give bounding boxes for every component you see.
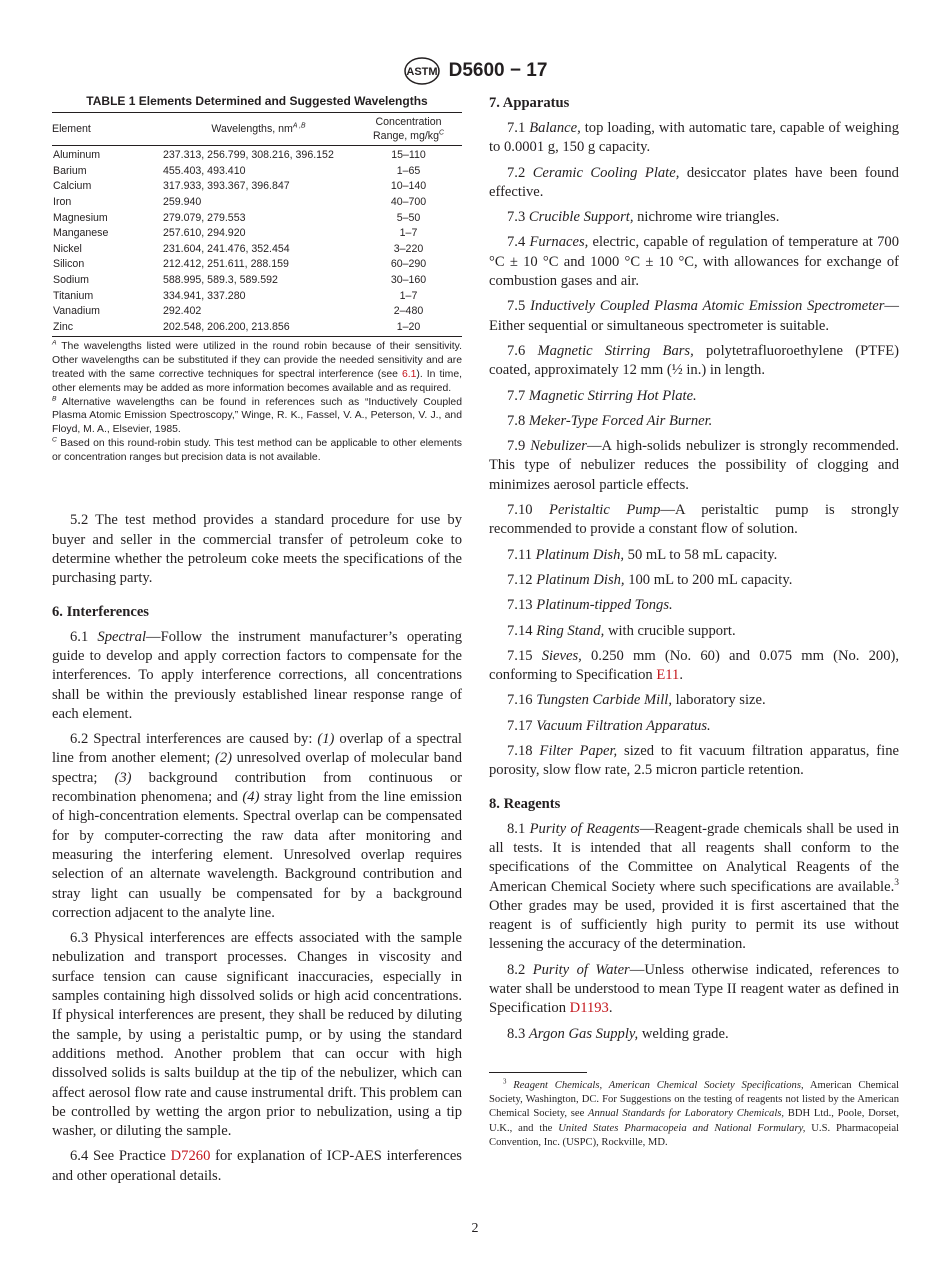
text-run: —Follow the instrument manufacturer’s operating guide to develop and apply correction factors to compensate for the interferences. To apply interference corrections, all concentrations shall be within the previously established linear response range of each element. [52,628,462,722]
text-run: Other grades may be used, provided it is first ascertained that the reagent is of sufficiently high purity to permit its use without lessening the accuracy of the determination. [489,897,899,953]
italic-term: Sieves, [541,647,582,664]
italic-term: Platinum Dish, [535,546,625,563]
numbered-paragraph [489,208,899,227]
text-run: desiccator plates have been found effective. [489,164,899,200]
numbered-paragraph [489,717,899,736]
italic-term: Tungsten Carbide Mill, [536,692,672,709]
section-5-2 [52,511,462,588]
text-run: 7.9 [507,438,531,455]
cell-element: Sodium [53,273,89,286]
table-row [52,211,462,227]
text-run: BDH Ltd., Poole, Dorset, U.K., and the [489,1108,899,1134]
table-row [52,289,462,305]
footnote-ref[interactable]: 3 [894,877,899,888]
header-wavelengths-label: Wavelengths, nm [211,122,293,135]
italic-term: (4) [242,789,260,806]
text-run: 8.2 [507,961,533,978]
table-footnote [52,437,462,465]
cell-element: Manganese [53,227,109,240]
text-run: 0.250 mm (No. 60) and 0.075 mm (No. 200), conforming to Specification [489,647,899,684]
table-footnote [52,396,462,437]
text-run: 7.13 [507,597,537,614]
text-run: laboratory size. [672,692,766,709]
table-row [52,195,462,211]
cell-element: Calcium [53,180,92,193]
footnote-marker: C [52,436,57,444]
numbered-paragraph [489,571,899,590]
cell-wavelengths: 259.940 [163,195,202,208]
text-run: . [679,667,684,684]
text-run: ). In time, other elements may be added as more information becomes available and as required. [52,368,462,394]
text-run: 7.8 [507,412,529,429]
cell-range: 10–140 [390,180,427,193]
svg-text:ASTM: ASTM [406,66,438,78]
text-run: 8.3 [507,1025,529,1042]
section-6-1 [52,628,462,724]
cell-element: Nickel [53,242,82,255]
numbered-paragraph [489,412,899,431]
page-header [0,56,950,86]
italic-term: (3) [114,769,132,786]
text-run: 5.2 The test method provides a standard procedure for use by buyer and seller in the commercial transfer of petroleum coke to determine whether the petroleum coke meets the specifications of the purchasing party. [52,512,462,587]
cell-element: Vanadium [53,305,100,318]
numbered-paragraph [489,596,899,615]
cell-wavelengths: 231.604, 241.476, 352.454 [163,242,290,255]
document-designation: D5600 − 17 [448,60,548,81]
header-wavelengths [162,113,355,146]
numbered-paragraph [489,164,899,203]
text-run: 7.3 [507,209,529,226]
cell-element: Aluminum [53,149,101,162]
numbered-paragraph [489,742,899,781]
text-run: 7.11 [507,546,536,563]
cell-wavelengths: 237.313, 256.799, 308.216, 396.152 [163,149,334,162]
italic-term: Crucible Support, [528,209,634,226]
text-run: 7.6 [507,342,538,359]
numbered-paragraph [489,820,899,955]
section-6-3 [52,929,462,1141]
text-run: —Unless otherwise indicated, references to water shall be understood to mean Type II reagent water as defined in Specification [489,961,899,1017]
italic-term: Spectral [97,628,147,645]
text-run: Based on this round-robin study. This test method can be applicable to other elements or concentration ranges but precision data is not available. [52,437,462,463]
right-column [489,94,899,1150]
text-run: 7.12 [507,571,537,588]
header-range-line1: Concentration [375,116,442,128]
text-run: nichrome wire triangles. [633,209,780,226]
text-run: 7.15 [507,647,542,664]
table-header-row [52,113,462,146]
text-run: The wavelengths listed were utilized in the round robin because of their sensitivity. Other wavelengths can be substituted if they can provide the needed sensitivity and are treated with the same corrective techniques for spectral interference (see [52,341,462,380]
text-run: 7.10 [507,502,550,519]
numbered-paragraph [489,342,899,381]
reference-link[interactable]: D7260 [170,1148,211,1165]
text-run: . [608,1000,613,1017]
italic-term: (2) [214,750,232,767]
cell-wavelengths: 279.079, 279.553 [163,211,246,224]
cell-element: Silicon [53,258,85,271]
italic-term: Platinum-tipped Tongs. [536,597,673,614]
italic-term: Nebulizer [530,438,587,455]
text-run: 7.7 [507,387,529,404]
header-range-line2: Range, mg/kg [373,129,439,142]
cell-range: 30–160 [390,273,427,286]
table-row [52,273,462,289]
text-run: 7.16 [507,692,537,709]
cell-wavelengths: 202.548, 206.200, 213.856 [163,320,290,333]
reference-link[interactable]: D1193 [569,1000,609,1017]
numbered-paragraph [489,387,899,406]
numbered-paragraph [489,691,899,710]
text-run: 100 mL to 200 mL capacity. [624,571,793,588]
text-run: —Reagent-grade chemicals shall be used in all tests. It is intended that all reagents shall conform to the specifications of the Committee on Analytical Reagents of the American Chemical Society where such specifications are available. [489,820,899,895]
apparatus-list [489,119,899,781]
section-6-heading: 6. Interferences [52,603,149,620]
cell-wavelengths: 317.933, 393.367, 396.847 [163,180,290,193]
text-run: polytetrafluoroethylene (PTFE) coated, approximately 12 mm (½ in.) in length. [489,342,900,379]
numbered-paragraph [489,437,899,495]
left-column [52,94,462,1192]
table-row [52,257,462,273]
italic-term: Ring Stand, [536,622,605,639]
text-run: with crucible support. [604,622,736,639]
italic-term: Reagent Chemicals, American Chemical Society Specifications [506,1079,801,1091]
italic-term: Ceramic Cooling Plate, [532,164,680,181]
text-run: sized to fit vacuum filtration apparatus, fine porosity, slow flow rate, 2.5 micron particle retention. [489,743,899,779]
text-run: —A peristaltic pump is strongly recommended to provide a constant flow of solution. [489,502,900,538]
italic-term: Argon Gas Supply, [528,1025,639,1042]
table-row [52,179,462,195]
text-run: welding grade. [638,1025,729,1042]
cell-range: 5–50 [396,211,421,224]
section-6-4 [52,1147,462,1186]
astm-logo-icon [403,56,441,86]
numbered-paragraph [489,546,899,565]
numbered-paragraph [489,119,899,158]
footnote-divider [489,1072,587,1073]
cell-range: 40–700 [390,195,427,208]
cell-element: Iron [53,195,72,208]
table-row [52,226,462,242]
table-row [52,304,462,320]
table-row [52,164,462,180]
header-element: Element [52,122,91,135]
italic-term: Balance, [529,120,581,136]
table-title: TABLE 1 Elements Determined and Suggested Wavelengths [86,94,428,108]
numbered-paragraph [489,233,899,291]
text-run: 6.4 See Practice [70,1148,171,1165]
italic-term: Filter Paper, [539,743,618,760]
table-row [52,146,462,164]
header-range [355,113,462,146]
cell-wavelengths: 212.412, 251.611, 288.159 [163,258,289,271]
cell-element: Zinc [53,320,74,333]
table-footnotes [52,340,462,464]
text-run: , American Chemical Society, Washington, DC. For Suggestions on the testing of reagents not listed by the American Chemical Society, see [489,1079,899,1120]
text-run: 6.3 Physical interferences are effects associated with the sample nebulization and transport processes. Changes in viscosity and surface tension can cause significant inaccuracies, especially in samples containing high dissolved solids or high acid concentrations. If physical interferences are present, they shall be reduced by diluting the sample, by using a peristaltic pump, or by using the standard additions method. Another problem that can occur with high dissolved solids is salts buildup at the tip of the nebulizer, which can affect aerosol flow rate and cause instrumental drift. This problem can be controlled by wetting the argon prior to nebulization, using a tip washer, or diluting the sample. [52,930,462,1140]
text-run: unresolved overlap of molecular band spectra; [52,750,463,786]
cell-element: Magnesium [53,211,108,224]
text-run: background contribution from continuous or recombination phenomena; and [52,769,462,806]
italic-term: Meker-Type Forced Air Burner. [528,412,713,429]
table-footnote [52,340,462,395]
footnote-ref: A ,B [292,122,306,130]
numbered-paragraph [489,647,899,686]
text-run: 6.1 [70,628,98,645]
italic-term: Magnetic Stirring Bars, [537,342,694,359]
cell-wavelengths: 334.941, 337.280 [163,289,246,302]
cell-wavelengths: 292.402 [163,305,202,318]
cell-wavelengths: 588.995, 589.3, 589.592 [163,273,278,286]
text-run: 7.14 [507,622,537,639]
elements-table [52,112,462,337]
italic-term: Annual Standards for Laboratory Chemicals, [588,1108,785,1120]
cell-wavelengths: 455.403, 493.410 [163,164,246,177]
reagents-list [489,820,899,1044]
italic-term: Furnaces, [529,234,589,251]
italic-term: Inductively Coupled Plasma Atomic Emission Spectrometer [530,298,885,315]
numbered-paragraph [489,297,899,336]
italic-term: Vacuum Filtration Apparatus. [536,717,711,734]
text-run: top loading, with automatic tare, capable of weighing to 0.0001 g, 150 g capacity. [489,120,899,156]
footnote-marker: A [52,339,57,347]
numbered-paragraph [489,961,899,1019]
text-run: 7.1 [507,120,530,136]
text-run: stray light from the line emission of high-concentration elements. Spectral overlap can be compensated for by computer-correcting the raw data after monitoring and measuring the interfering element. Unresolved overlap requires selection of an alternate wavelength. Background contribution and stray light can usually be compensated for by a background correction adjacent to the analyte line. [52,789,462,921]
italic-term: Peristaltic Pump [549,502,661,519]
cell-wavelengths: 257.610, 294.920 [163,227,246,240]
cell-range: 1–20 [396,320,421,333]
section-7-heading: 7. Apparatus [489,95,570,111]
cell-range: 60–290 [390,258,427,271]
cell-range: 3–220 [393,242,424,255]
footnote-3 [489,1079,899,1150]
text-run: 7.4 [507,234,530,251]
footnote-ref[interactable]: 3 [503,1078,507,1086]
italic-term: Platinum Dish, [536,571,625,588]
italic-term: Purity of Reagents [529,820,640,837]
text-run: overlap of a spectral line from another element; [52,731,462,767]
italic-term: Magnetic Stirring Hot Plate. [528,387,697,404]
cell-range: 1–7 [399,227,418,240]
table-row [52,242,462,258]
numbered-paragraph [489,1025,899,1044]
text-run: 50 mL to 58 mL capacity. [624,546,778,563]
cell-range: 2–480 [393,305,424,318]
reference-link[interactable]: 6.1 [401,368,417,380]
reference-link[interactable]: E11 [656,667,680,684]
section-8-heading: 8. Reagents [489,795,561,812]
text-run: 8.1 [507,820,530,837]
text-run: 7.18 [507,743,540,760]
cell-range: 1–65 [396,164,421,177]
text-run: —A high-solids nebulizer is strongly recommended. This type of nebulizer reduces the possibility of clogging and minimizes aerosol particle effects. [489,438,900,493]
text-run: 6.2 Spectral interferences are caused by: [70,731,318,748]
text-run: 7.2 [507,164,533,181]
text-run: for explanation of ICP-AES interferences and other operational details. [52,1148,462,1184]
text-run: —Either sequential or simultaneous spectrometer is suitable. [489,298,900,334]
cell-range: 15–110 [391,149,426,162]
cell-range: 1–7 [399,289,418,302]
numbered-paragraph [489,501,899,540]
cell-element: Barium [53,164,87,177]
page-number: 2 [471,1221,479,1236]
text-run: 7.5 [507,298,531,315]
numbered-paragraph [489,622,899,641]
text-run: Alternative wavelengths can be found in references such as “Inductively Coupled Plasma Atomic Emission Spectroscopy,” Winge, R. K., Fassel, V. A., Peterson, V. J., and Floyd, M. A., Elsevier, 1985. [52,396,462,436]
italic-term: United States Pharmacopeia and National Formulary, [558,1122,806,1134]
italic-term: Purity of Water [532,961,630,978]
section-6-2 [52,730,462,923]
footnote-ref: C [438,129,444,137]
text-run: electric, capable of regulation of temperature at 700 °C ± 10 °C and 1000 °C ± 10 °C, with allowances for exchange of combustion gases and air. [489,234,899,290]
cell-element: Titanium [53,289,94,302]
text-run: U.S. Pharmacopeial Convention, Inc. (USPC), Rockville, MD. [489,1122,899,1149]
footnote-marker: B [52,395,57,403]
italic-term: (1) [317,731,335,748]
table-row [52,320,462,337]
text-run: 7.17 [507,717,537,734]
